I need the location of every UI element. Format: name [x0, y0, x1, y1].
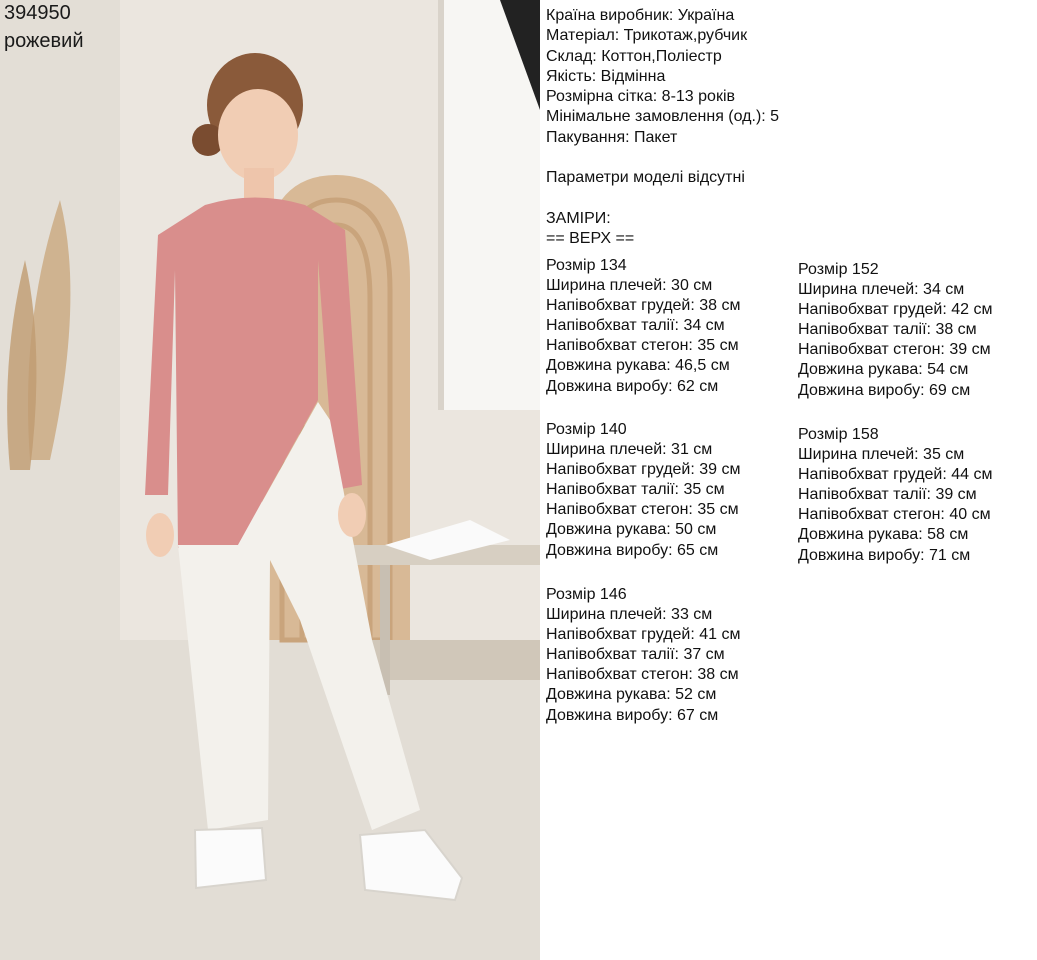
size-title: Розмір 140 — [546, 421, 627, 438]
size-row: Напівобхват стегон: 35 см — [546, 501, 739, 519]
size-row: Ширина плечей: 34 см — [798, 281, 965, 299]
size-row: Довжина виробу: 67 см — [546, 706, 719, 724]
size-title: Розмір 158 — [798, 426, 879, 443]
top-heading: == ВЕРХ == — [546, 230, 635, 248]
spec-packaging: Пакування: Пакет — [546, 128, 678, 146]
size-row: Довжина рукава: 58 см — [798, 526, 969, 544]
size-row: Довжина рукава: 54 см — [798, 361, 969, 379]
size-row: Напівобхват талії: 35 см — [546, 481, 725, 499]
size-row: Довжина рукава: 46,5 см — [546, 357, 730, 375]
size-row: Напівобхват грудей: 44 см — [798, 466, 993, 484]
spec-material: Матеріал: Трикотаж,рубчик — [546, 27, 748, 45]
size-row: Напівобхват стегон: 38 см — [546, 666, 739, 684]
article-number: 394950 — [4, 2, 71, 24]
model-params: Параметри моделі відсутні — [546, 169, 745, 187]
size-row: Напівобхват талії: 38 см — [798, 321, 977, 339]
size-title: Розмір 152 — [798, 261, 879, 278]
size-row: Довжина виробу: 71 см — [798, 546, 971, 564]
size-row: Напівобхват стегон: 35 см — [546, 337, 739, 355]
size-row: Напівобхват грудей: 42 см — [798, 301, 993, 319]
size-row: Напівобхват талії: 39 см — [798, 486, 977, 504]
size-row: Довжина виробу: 69 см — [798, 381, 971, 399]
size-block-158 — [798, 425, 993, 566]
measurements-heading: ЗАМІРИ: — [546, 209, 611, 227]
size-row: Напівобхват талії: 34 см — [546, 317, 725, 335]
size-row: Довжина рукава: 52 см — [546, 686, 717, 704]
size-row: Напівобхват талії: 37 см — [546, 646, 725, 664]
size-row: Напівобхват стегон: 40 см — [798, 506, 991, 524]
size-row: Напівобхват стегон: 39 см — [798, 341, 991, 359]
size-title: Розмір 146 — [546, 586, 627, 603]
size-row: Ширина плечей: 33 см — [546, 606, 713, 624]
size-block-152 — [798, 260, 993, 401]
spec-quality: Якість: Відмінна — [546, 67, 666, 85]
size-block-146 — [546, 585, 741, 726]
spec-country: Країна виробник: Україна — [546, 7, 735, 24]
spec-size-range: Розмірна сітка: 8-13 років — [546, 88, 735, 106]
size-row: Напівобхват грудей: 39 см — [546, 461, 741, 479]
size-block-134 — [546, 256, 741, 397]
color-label: рожевий — [4, 30, 84, 52]
spec-composition: Склад: Коттон,Поліестр — [546, 47, 722, 65]
size-row: Довжина виробу: 62 см — [546, 377, 719, 395]
size-row: Довжина рукава: 50 см — [546, 521, 717, 539]
size-row: Напівобхват грудей: 41 см — [546, 626, 741, 644]
size-row: Ширина плечей: 35 см — [798, 446, 965, 464]
size-row: Довжина виробу: 65 см — [546, 541, 719, 559]
size-row: Ширина плечей: 30 см — [546, 277, 713, 295]
size-row: Ширина плечей: 31 см — [546, 441, 713, 459]
spec-min-order: Мінімальне замовлення (од.): 5 — [546, 108, 780, 126]
specs-block — [546, 6, 1026, 250]
size-block-140 — [546, 420, 741, 561]
size-row: Напівобхват грудей: 38 см — [546, 297, 741, 315]
size-title: Розмір 134 — [546, 257, 627, 274]
